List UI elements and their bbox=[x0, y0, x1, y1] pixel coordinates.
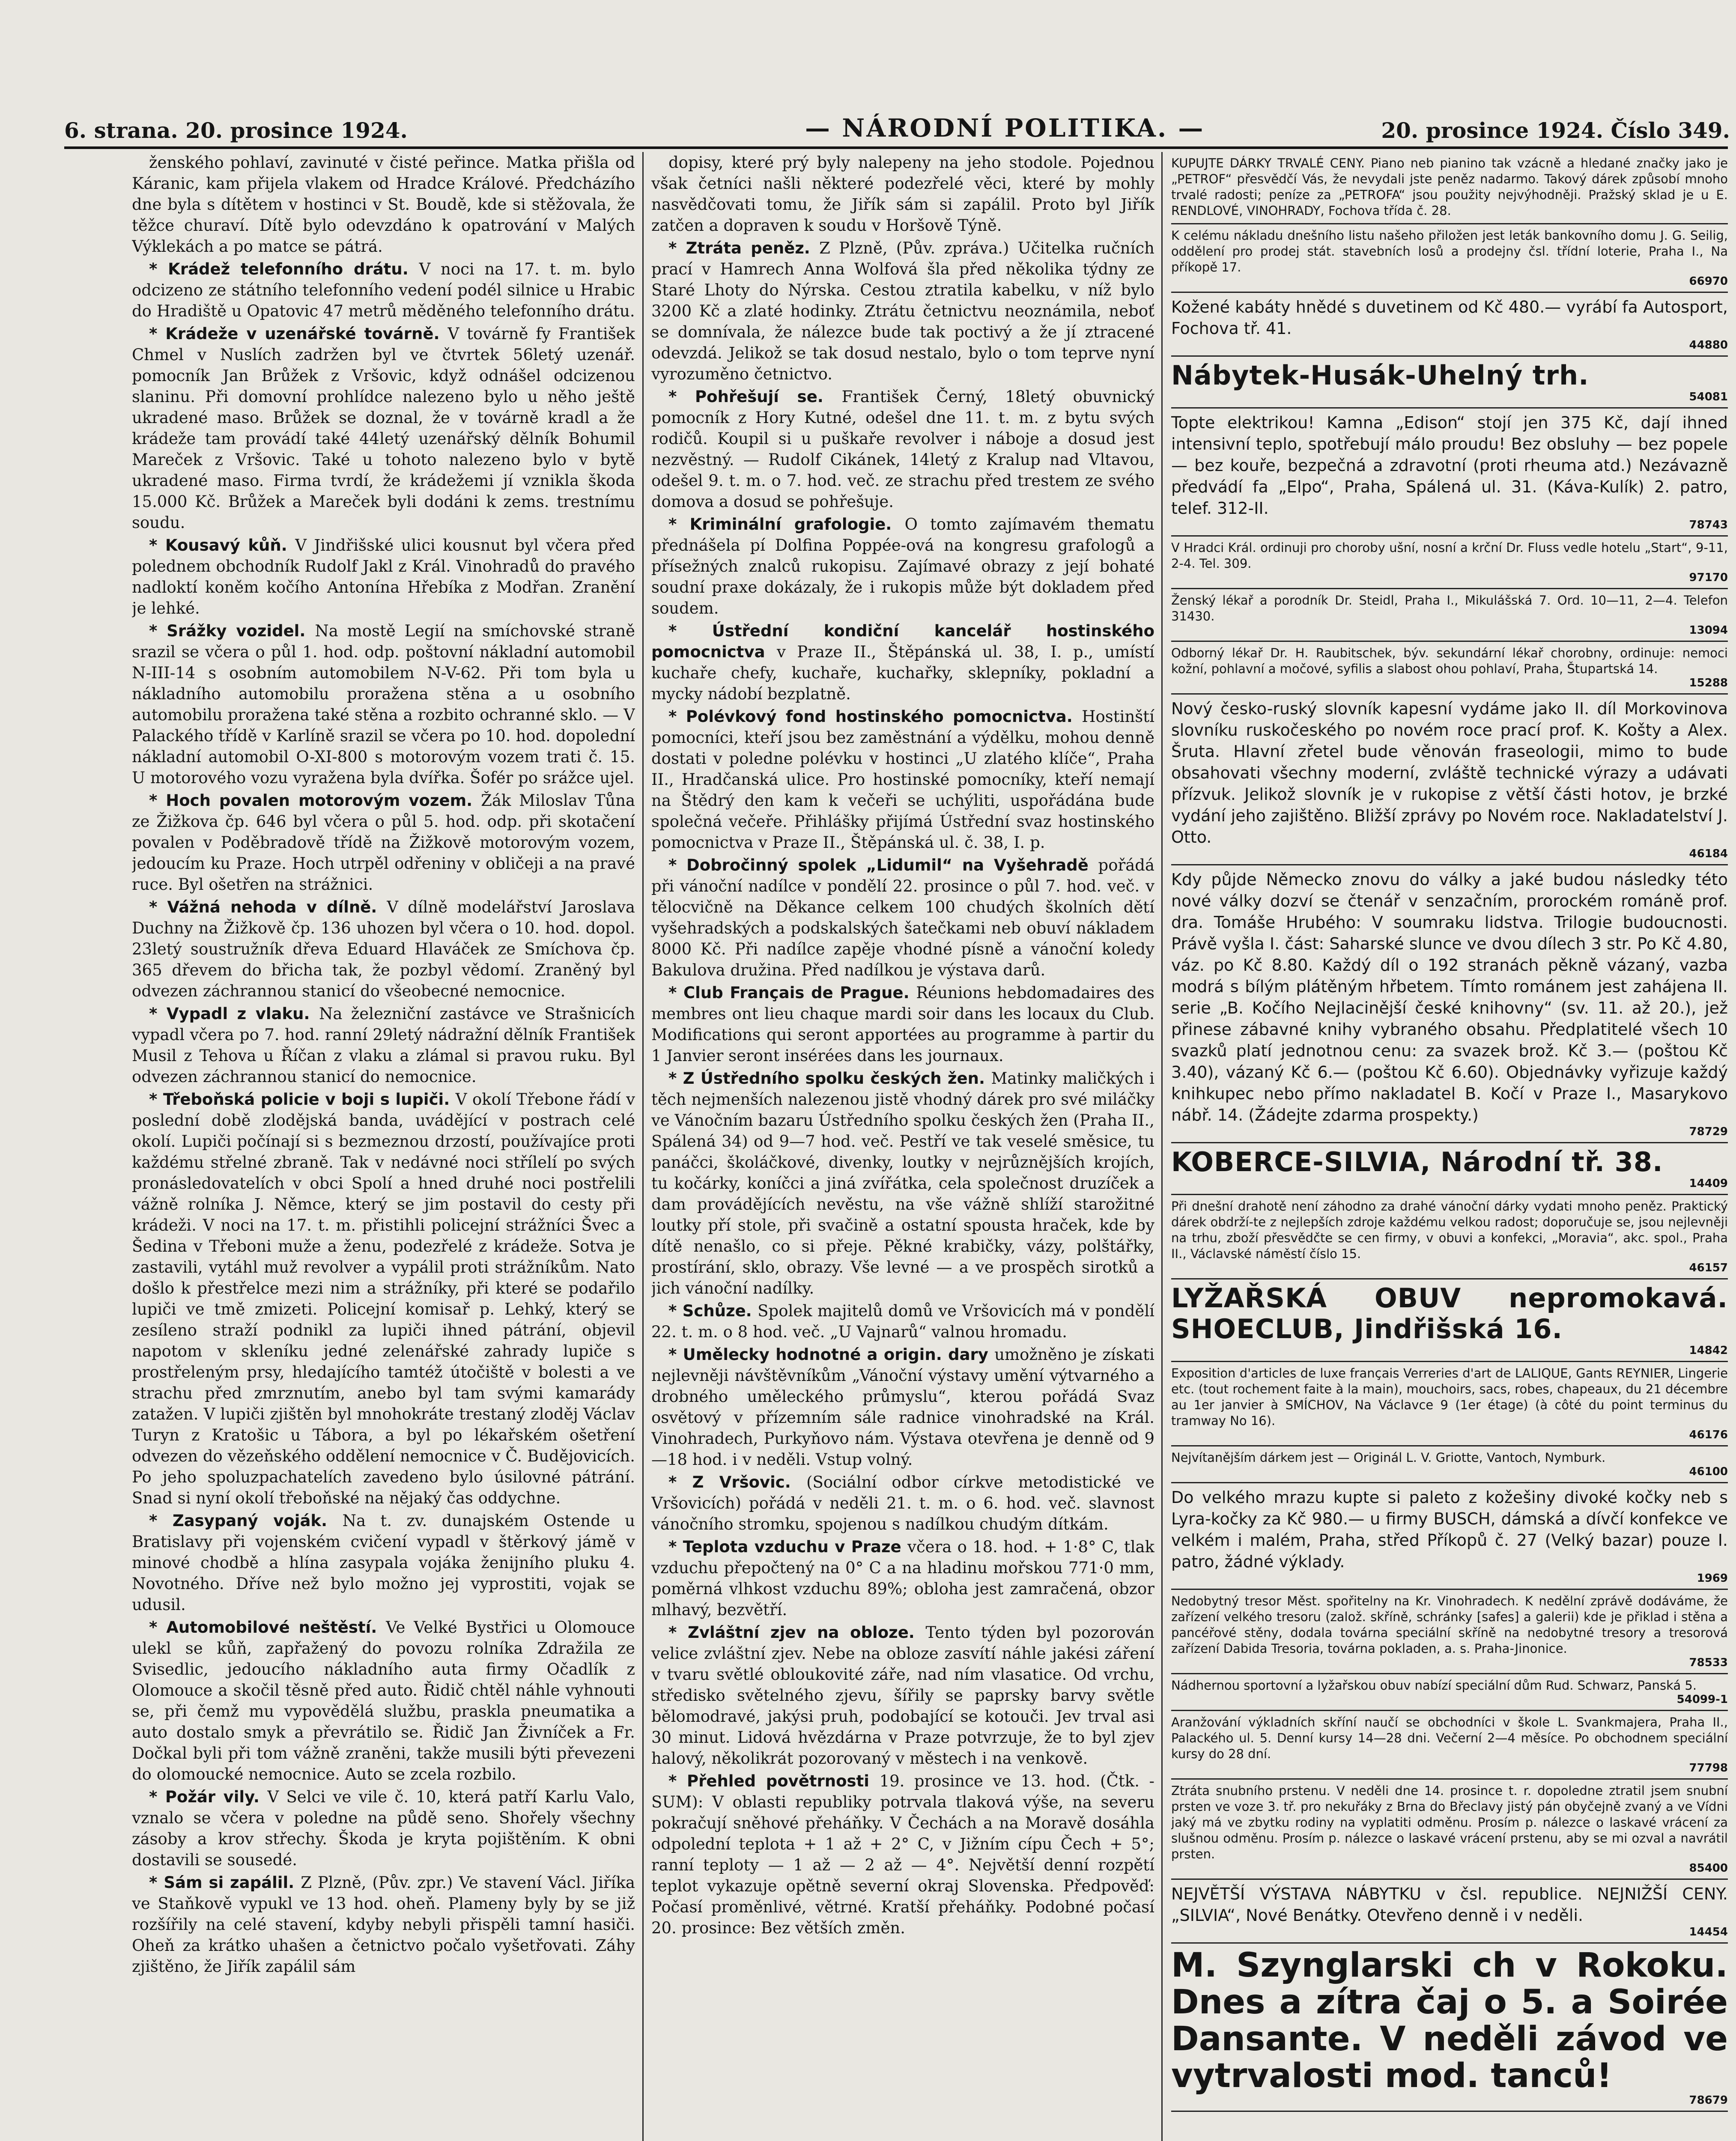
article-body: Z Plzně, (Pův. zpr.) Ve stavení Václ. Jiříka ve Staňkově vypukl ve 13 hod. oheň. Plameny byly by se již rozšířily na celé stavení, kdyby nebyli přispěli tamní hasiči. Oheň za krátko uhašen a četnictvo počalo vyšetřovati. Záhy zjištěno, že Jiřík zapálil sám bbox=[132, 1873, 635, 1976]
article-headline: * Zvláštní zjev na obloze. bbox=[668, 1623, 926, 1642]
ad-text: Nový česko-ruský slovník kapesní vydáme jako II. díl Morkovinova slovníku ruskočeského po novém roce prací prof. K. Košty a Alex. Šruta. Hlavní zřetel bude věnován fraseologii, mimo to bude obsahovati všechny moderní, zvláště technické výrazy a udávati přízvuk. Jelikož slovník je v rukopise z větší části hotov, je brzké vydání jeho zajištěno. Bližší zprávy po Novém roce. Nakladatelství J. Otto. bbox=[1171, 699, 1728, 847]
classified-ad bbox=[1171, 1143, 1728, 1195]
article-headline: * Polévkový fond hostinského pomocnictva. bbox=[668, 707, 1082, 726]
article-body: Na mostě Legií na smíchovské straně srazil se včera o půl 1. hod. odp. poštovní nákladní automobil N-III-14 s osobním automobilem N-V-62. Při tom byla u nákladního automobilu proražena stěna a u osobního automobilu proražena také stěna a rozbito ochranné sklo. — V Palackého třídě v Karlíně srazil se včera po 10. hod. dopolední nákladní automobil O-XI-800 s motorovým vozem trati č. 15. U motorového vozu vyražena byla dvířka. Šofér po srážce ujel. bbox=[132, 622, 635, 787]
article-body: Žák Miloslav Tůna ze Žižkova čp. 646 byl včera o půl 5. hod. odp. při skotačení povalen v Poděbradově třídě na Žižkově motorovým vozem, jedoucím ku Praze. Hoch utrpěl odřeniny v obličeji a na pravé ruce. Byl ošetřen na strážnici. bbox=[132, 791, 635, 894]
article-headline: * Vážná nehoda v dílně. bbox=[149, 898, 387, 916]
article-headline: * Vypadl z vlaku. bbox=[149, 1005, 319, 1023]
classified-ad bbox=[1171, 293, 1728, 357]
classified-ad bbox=[1171, 1711, 1728, 1780]
ad-text: NEJVĚTŠÍ VÝSTAVA NÁBYTKU v čsl. republice. NEJNIŽŠÍ CENY. „SILVIA“, Nové Benátky. Otevřeno denně i v neděli. bbox=[1171, 1885, 1728, 1925]
news-article bbox=[132, 259, 635, 322]
article-body: umožněno je získati nejlevněji návštěvníkům „Vánoční výstavy umění výtvarného a drobného uměleckého průmyslu“, kterou pořádá Svaz osvětový v přízemním sále radnice vinohradské na Král. Vinohradech, Purkyňovo nám. Výstava otevřena je denně od 9—18 hod. i v neděli. Vstup volný. bbox=[651, 1345, 1154, 1469]
article-headline: * Hoch povalen motorovým vozem. bbox=[149, 791, 481, 810]
ad-code: 54081 bbox=[1689, 391, 1728, 403]
article-body: pořádá při vánoční nadílce v pondělí 22. prosince o půl 7. hod. več. v tělocvičně na Děkance celkem 100 chudých školních dětí vyšehradských a podskalských šatečkami neb obuví nákladem 8000 Kč. Při nadílce zapěje vhodné písně a vánoční koledy Bakulova družina. Před nadílkou je výstava darů. bbox=[651, 856, 1154, 979]
ad-text: Do velkého mrazu kupte si paleto z kožešiny divoké kočky neb s Lyra-kočky za Kč 980.— u firmy BUSCH, dámská a dívčí konfekce ve velkém i malém, Praha, střed Příkopů č. 27 (Velký bazar) pouze I. patro, žádné výklady. bbox=[1171, 1488, 1728, 1571]
ad-code: 46184 bbox=[1689, 847, 1728, 860]
article-body: František Černý, 18letý obuvnický pomocník z Hory Kutné, odešel dne 11. t. m. z bytu svých rodičů. Koupil si u puškaře revolver i náboje a dosud jest nezvěstný. — Rudolf Cikánek, 14letý z Kralup nad Vltavou, odešel 9. t. m. o 7. hod. več. ze strachu před trestem ze svého domova a dosud se pohřešuje. bbox=[651, 388, 1154, 511]
article-headline: * Sám si zapálil. bbox=[149, 1873, 301, 1892]
article-body: v Praze II., Štěpánská ul. 38, I. p., umístí kuchaře chefy, kuchaře, kuchařky, sklepníky, pokladní a mycky nádobí bezplatně. bbox=[651, 643, 1154, 703]
article-headline: * Kriminální grafologie. bbox=[668, 515, 905, 534]
ad-text: Exposition d'articles de luxe français Verreries d'art de LALIQUE, Gants REYNIER, Lingerie etc. (tout rochement faite à la main), mouchoirs, sacs, robes, chapeaux, du 21 décembre au 1er janvier à SMÍCHOV, Na Václavce 9 (1er étage) (à côté du point terminus du tramway No 16). bbox=[1171, 1366, 1728, 1428]
ad-code: 66970 bbox=[1689, 275, 1728, 288]
ad-text: Nádhernou sportovní a lyžařskou obuv nabízí speciální dům Rud. Schwarz, Panská 5. bbox=[1171, 1678, 1697, 1693]
article-body: V noci na 17. t. m. bylo odcizeno ze státního telefonního vedení podél silnice u Hrabic do Hradiště u Opatovic 47 metrů měděného telefonního drátu. bbox=[132, 260, 635, 320]
article-headline: * Z Vršovic. bbox=[668, 1473, 807, 1491]
news-article bbox=[132, 1786, 635, 1870]
ad-code: 54099-1 bbox=[1676, 1693, 1728, 1706]
ad-text: Odborný lékař Dr. H. Raubitschek, býv. sekundární lékař chorobny, ordinuje: nemoci kožní, pohlavní a močové, syfilis a slabost ohou pohlaví, Praha, Štupartská 14. bbox=[1171, 646, 1728, 676]
article-headline: * Z Ústředního spolku českých žen. bbox=[668, 1069, 991, 1088]
ad-code: 97170 bbox=[1689, 571, 1728, 584]
ad-code: 1969 bbox=[1697, 1572, 1728, 1585]
news-article bbox=[132, 1003, 635, 1087]
article-body: Spolek majitelů domů ve Vršovicích má v pondělí 22. t. m. o 8 hod. več. „U Vajnarů“ valnou hromadu. bbox=[651, 1302, 1154, 1341]
news-article bbox=[651, 1622, 1154, 1769]
classified-ad bbox=[1171, 1362, 1728, 1446]
classified-ad bbox=[1171, 1279, 1728, 1362]
news-article bbox=[651, 1344, 1154, 1470]
ad-text: Nedobytný tresor Měst. spořitelny na Kr. Vinohradech. K nedělní zprávě dodáváme, že zařízení velkého tresoru (založ. skříně, schránky [safes] a galerii) kde je přiklad i stěna a pancéřové stěny, dodala továrna speciální skříně na nedobytné tresory a tresorová zařízení Dabida Tresoria, továrna pokladen, a. s. Praha-Jinonice. bbox=[1171, 1594, 1728, 1656]
classified-ad bbox=[1171, 865, 1728, 1143]
article-headline: * Krádeže v uzenářské továrně. bbox=[149, 325, 448, 343]
article-body: (Sociální odbor církve metodistické ve Vršovicích) pořádá v neděli 21. t. m. o 6. hod. več. slavnost vánočního stromku, spojenou s nadílkou chudým dítkám. bbox=[651, 1473, 1154, 1533]
classified-ad bbox=[1171, 589, 1728, 642]
ad-text: LYŽAŘSKÁ OBUV nepromokavá. SHOECLUB, Jindřišská 16. bbox=[1171, 1282, 1728, 1345]
classified-ad bbox=[1171, 1590, 1728, 1674]
newspaper-title: — NÁRODNÍ POLITIKA. — bbox=[805, 113, 1205, 143]
ad-code: 78679 bbox=[1689, 2094, 1728, 2107]
article-headline: * Ztráta peněz. bbox=[668, 239, 820, 257]
classified-ad bbox=[1171, 642, 1728, 695]
classified-ad bbox=[1171, 1944, 1728, 2112]
news-article bbox=[651, 152, 1154, 236]
classified-ad bbox=[1171, 152, 1728, 224]
news-article bbox=[132, 1617, 635, 1785]
classified-ad bbox=[1171, 357, 1728, 409]
article-body: dopisy, které prý byly nalepeny na jeho stodole. Pojednou však četníci našli některé podezřelé věci, které by mohly nasvědčovati tomu, že Jiřík sám si zapálil. Proto byl Jiřík zatčen a dopraven k soudu v Horšově Týně. bbox=[651, 153, 1154, 235]
classified-ad bbox=[1171, 409, 1728, 537]
article-headline: * Teplota vzduchu v Praze bbox=[668, 1538, 908, 1556]
ad-text: KOBERCE-SILVIA, Národní tř. 38. bbox=[1171, 1146, 1663, 1178]
news-article bbox=[132, 620, 635, 788]
news-article bbox=[651, 982, 1154, 1066]
article-headline: * Kousavý kůň. bbox=[149, 536, 295, 555]
ad-code: 13094 bbox=[1689, 624, 1728, 637]
article-body: Na železniční zastávce ve Strašnicích vypadl včera po 7. hod. ranní 29letý nádražní dělník František Musil z Tehova u Říčan z vlaku a zlámal si pravou ruku. Byl odvezen záchrannou stanicí do nemocnice. bbox=[132, 1005, 635, 1086]
news-article bbox=[651, 386, 1154, 512]
news-article bbox=[651, 855, 1154, 981]
ad-code: 44880 bbox=[1689, 339, 1728, 352]
article-headline: * Třeboňská policie v boji s lupiči. bbox=[149, 1090, 456, 1109]
news-article bbox=[651, 1300, 1154, 1342]
article-headline: * Schůze. bbox=[668, 1302, 758, 1320]
classified-ad bbox=[1171, 1195, 1728, 1279]
news-article bbox=[651, 620, 1154, 704]
news-article bbox=[132, 323, 635, 533]
article-headline: * Club Français de Prague. bbox=[668, 984, 916, 1002]
article-body: Na t. zv. dunajském Ostende u Bratislavy při vojenském cvičení vypadl v štěrkový jámě v minové chodbě a hlína zasypala vojáka ženijního pluku 4. Novotného. Dříve než bylo možno jej vyprostiti, vojak se udusil. bbox=[132, 1512, 635, 1614]
article-headline: * Zasypaný voják. bbox=[149, 1512, 343, 1530]
article-headline: * Dobročinný spolek „Lidumil“ na Vyšehradě bbox=[668, 856, 1098, 874]
ad-text: Ztráta snubního prstenu. V neděli dne 14. prosince t. r. dopoledne ztratil jsem snubní prsten ve voze 3. tř. pro nekuřáky z Brna do Břeclavy jistý pán obyčejně zvaný a ve Vídni jaký má ve zbytku rodiny na vyplatiti odměnu. Prosím p. nálezce o laskavé vrácení za slušnou odměnu. Prosím p. nálezce o laskavé vrácení prstenu, aby se mi ozval a navrátil prsten. bbox=[1171, 1783, 1728, 1861]
ad-text: Kožené kabáty hnědé s duvetinem od Kč 480.— vyrábí fa Autosport, Fochova tř. 41. bbox=[1171, 298, 1728, 338]
news-article bbox=[651, 514, 1154, 619]
classified-ad bbox=[1171, 537, 1728, 589]
article-body: 19. prosince ve 13. hod. (Čtk. - SUM): V oblasti republiky potrvala tlaková výše, na severu pokračují sněhové přeháňky. V Čechách a na Moravě dosáhla odpolední teplota + 1 až + 2° C, v Jižním cípu Čech + 5°; ranní teploty — 1 až — 2 až — 4°. Největší denní rozpětí teplot vykazuje opětně severní okraj Slovenska. Předpověď: Počasí proměnlivé, větrné. Kratší přeháňky. Podobné počasí 20. prosince: Bez větších změn. bbox=[651, 1772, 1154, 1937]
ad-code: 14409 bbox=[1689, 1177, 1728, 1190]
classified-ad bbox=[1171, 1674, 1728, 1711]
article-headline: * Krádež telefonního drátu. bbox=[149, 260, 419, 278]
news-article bbox=[132, 1510, 635, 1615]
classified-ad bbox=[1171, 695, 1728, 865]
ad-code: 46157 bbox=[1689, 1261, 1728, 1274]
classified-ad bbox=[1171, 1483, 1728, 1590]
article-headline: * Přehled povětrnosti bbox=[668, 1772, 880, 1790]
classified-ad bbox=[1171, 1780, 1728, 1880]
article-body: V dílně modelářství Jaroslava Duchny na Žižkově čp. 136 uhozen byl včera o 10. hod. dopol. 23letý soustružník dřeva Eduard Hlaváček ze Smíchova čp. 365 dřevem do břicha tak, že pozbyl vědomí. Zraněný byl odvezen záchrannou stanicí do všeobecné nemocnice. bbox=[132, 898, 635, 1000]
ad-text: Nejvítanějším dárkem jest — Originál L. V. Griotte, Vantoch, Nymburk. bbox=[1171, 1450, 1606, 1465]
news-article bbox=[651, 1068, 1154, 1299]
article-body: Tento týden byl pozorován velice zvláštní zjev. Nebe na obloze zasvítí náhle jakési záření v tvaru světlé obloukovité záře, nad ním vlasatice. Od vrchu, středisko světelného zjevu, šířily se paprsky barvy světle bělomodravé, jakýsi pruh, podobající se kotouči. Jev trval asi 30 minut. Lidová hvězdárna v Praze potvrzuje, že to byl zjev halový, několikrát pozorovaný v městech i na venkově. bbox=[651, 1623, 1154, 1768]
classified-ad bbox=[1171, 1446, 1728, 1483]
article-body: V okolí Třebone řádí v poslední době zlodějská banda, uvádějící v postrach celé okolí. Lupiči počínají si s bezmeznou drzostí, používajíce proti každému střelné zbraně. Tak v nedávné noci střílelí po svých pronásledovatelích v obci Spolí a hned druhé noci postřelili vážně rolníka J. Němce, který se jim postavil do cesty při krádeži. V noci na 17. t. m. přistihli policejní strážníci Švec a Šedina v Třeboni muže a ženu, podezřelé z krádeže. Sotva je zastavili, vytáhl muž revolver a vypálil proti strážníkům. Nato došlo k přestřelce mezi nim a strážníky, při které se podařilo lupiči ve tmě zmizeti. Policejní komisař p. Lehký, který se zesíleno straží podnikl za lupiči ihned pátrání, objevil napotom v skleníku jedné zelenářské zahrady lupiče s prostřeleným prsy, hledajícího tamtéž útočiště v bolesti a ve strachu před zmrznutím, anebo byl tam svými kamarády zatažen. V lupiči zjištěn byl mnohokráte trestaný zloděj Václav Turyn z Kratošic u Tábora, a byl po lékařském ošetření odvezen do vězeňského oddělení nemocnice v Č. Budějovicích. Po jeho spoluzpachatelích zavedeno bylo úsilovné pátrání. Snad si nyní okolí třeboňské na nějaký čas oddychne. bbox=[132, 1090, 635, 1507]
ad-code: 77798 bbox=[1689, 1762, 1728, 1774]
article-body: V Jindřišské ulici kousnut byl včera před polednem obchodník Rudolf Jakl z Král. Vinohradů do pravého nadloktí koněm kočího Antonína Hřebíka z Modřan. Zranění je lehké. bbox=[132, 536, 635, 617]
article-headline: * Umělecky hodnotné a origin. dary bbox=[668, 1345, 995, 1364]
page-number-date: 6. strana. 20. prosince 1924. bbox=[64, 118, 408, 143]
news-column-1 bbox=[132, 152, 635, 2141]
news-article bbox=[132, 535, 635, 619]
article-body: V továrně fy František Chmel v Nuslích zadržen byl ve čtvrtek 56letý uzenář. pomocník Jan Brůžek z Vršovic, když odnášel odcizenou slaninu. Při domovní prohlídce nalezeno bylo u něho ještě ukradené maso. Brůžek se doznal, že v továrně kradl a že krádeže tam provádí také 44letý uzenářský dělník Bohumil Mareček z Vršovic. Také u tohoto nalezeno bylo v bytě ukradené maso. Firma tvrdí, že krádežemi jí vznikla škoda 15.000 Kč. Brůžek a Mareček byli dodáni k zems. trestnímu soudu. bbox=[132, 325, 635, 532]
header-rule bbox=[64, 146, 1728, 149]
ads-column bbox=[1171, 152, 1728, 2141]
article-body: včera o 18. hod. + 1·8° C, tlak vzduchu přepočtený na 0° C a na hladinu mořskou 771·0 mm, poměrná vlhkost vzduchu 89%; obloha jest zamračená, obzor mlhavý, bezvětří. bbox=[651, 1538, 1154, 1619]
ad-text: M. Szynglarski ch v Rokoku. Dnes a zítra čaj o 5. a Soirée Dansante. V neděli závod ve vytrvalosti mod. tanců! bbox=[1171, 1946, 1728, 2095]
ad-code: 14454 bbox=[1689, 1926, 1728, 1938]
news-article bbox=[132, 152, 635, 257]
ad-text: V Hradci Král. ordinuji pro choroby ušní, nosní a krční Dr. Fluss vedle hotelu „Start“, 9-11, 2-4. Tel. 309. bbox=[1171, 540, 1728, 571]
news-article bbox=[651, 1536, 1154, 1620]
article-body: Hostinští pomocníci, kteří jsou bez zaměstnání a výdělku, mohou denně dostati v poledne polévku v hostinci „U zlatého klíče“, Praha II., Hradčanská ulice. Pro hostinské pomocníky, kteří nemají na Štědrý den kam k večeři se uchýliti, uspořádána bude společná večeře. Přihlášky přijímá Ústřední svaz hostinského pomocnictva v Praze II., Štěpánská ul. č. 38, I. p. bbox=[651, 707, 1154, 852]
article-body: Réunions hebdomadaires des membres ont lieu chaque mardi soir dans les locaux du Club. Modifications qui seront apportées au programme à partir du 1 Janvier seront insérées dans les journaux. bbox=[651, 984, 1154, 1065]
ad-text: Kdy půjde Německo znovu do války a jaké budou následky této nové války dozví se čtenář v senzačním, prorockém románě prof. dra. Tomáše Hrubého: V soumraku lidstva. Trilogie budoucnosti. Právě vyšla I. část: Saharské slunce ve dvou dílech 3 str. Po Kč 4.80, váz. po Kč 8.80. Každý díl o 192 stranách pěkně vázaný, vazba modrá s bílým plátěným hřbetem. Tímto románem jest zahájena II. serie „B. Kočího Nejlacinější české knihovny“ (sv. 11. až 20.), jež přinese zábavné knihy vybraného obsahu. Předplatitelé všech 10 svazků platí jednotnou cenu: za svazek brož. Kč 3.— (poštou Kč 3.40), vázaný Kč 6.— (poštou Kč 6.60). Objednávky vyřizuje každý knihkupec nebo přímo nakladatel B. Kočí v Praze I., Masarykovo nábř. 14. (Žádejte zdarma prospekty.) bbox=[1171, 870, 1728, 1124]
article-body: Z Plzně, (Pův. zpráva.) Učitelka ručních prací v Hamrech Anna Wolfová šla před několika týdny ze Staré Lhoty do Nýrska. Cestou ztratila kabelku, v níž bylo 3200 Kč a zlaté hodinky. Ztrátu četnictvu neoznámila, neboť se domnívala, že nálezce bude tak poctivý a že jí ztracené odevzdá. Jelikož se tak dosud nestalo, bylo o tom teprve nyní vyrozuměno četnictvo. bbox=[651, 239, 1154, 383]
ad-text: Topte elektrikou! Kamna „Edison“ stojí jen 375 Kč, dají ihned intensivní teplo, spotřebují málo proudu! Bez obsluhy — bez popele — bez kouře, bezpečná a zdravotní (proti rheuma atd.) Nezávazně předvádí fa „Elpo“, Praha, Spálená ul. 31. (Káva-Kulík) 2. patro, telef. 312-II. bbox=[1171, 413, 1728, 518]
news-article bbox=[651, 1771, 1154, 1938]
ad-code: 78729 bbox=[1689, 1125, 1728, 1138]
news-article bbox=[132, 1872, 635, 1977]
page-header bbox=[64, 113, 1734, 148]
ad-code: 85400 bbox=[1689, 1862, 1728, 1875]
news-column-2 bbox=[651, 152, 1154, 2141]
ad-text: Ženský lékař a porodník Dr. Steidl, Praha I., Mikulášská 7. Ord. 10—11, 2—4. Telefon 31430. bbox=[1171, 593, 1728, 623]
ad-text: Při dnešní drahotě není záhodno za drahé vánoční dárky vydati mnoho peněz. Praktický dárek obdrží-te z nejlepších zdroje každému velkou radost; doporučuje se, jsou nejlevněji na trhu, zboží přesvědčte se cen firmy, v obuvi a konfekci, „Moravia“, akc. spol., Praha II., Václavské náměstí číslo 15. bbox=[1171, 1199, 1728, 1261]
article-body: O tomto zajímavém thematu přednášela pí Dolfina Poppée-ová na kongresu grafologů a přísežných znalců rukopisu. Zajímavé obrazy z její bohaté soudní praxe dokázaly, že i rukopis může být dokladem před soudem. bbox=[651, 515, 1154, 617]
column-divider bbox=[642, 152, 644, 2141]
article-body: ženského pohlaví, zavinuté v čisté peřince. Matka přišla od Káranic, kam přijela vlakem od Hradce Králové. Předcházího dne byla s dítětem v hostinci v St. Boudě, kde si stěžovala, že těžce churaví. Dítě bylo odevzdáno k opatrování v Malých Výklekách a po matce se pátrá. bbox=[132, 153, 635, 256]
news-article bbox=[132, 790, 635, 895]
article-headline: * Automobilové neštěstí. bbox=[149, 1618, 386, 1637]
article-headline: * Pohřešují se. bbox=[668, 388, 842, 406]
ad-text: Nábytek-Husák-Uhelný trh. bbox=[1171, 360, 1589, 391]
article-body: V Selci ve vile č. 10, která patří Karlu Valo, vznalo se včera v poledne na půdě seno. Shořely všechny zásoby a krov střechy. Škoda je kryta pojištěním. K obni dostavili se sousedé. bbox=[132, 1788, 635, 1869]
news-article bbox=[651, 238, 1154, 385]
article-body: Ve Velké Bystřici u Olomouce ulekl se kůň, zapřažený do povozu rolníka Zdražila ze Svisedlic, jedoucího nákladního auta firmy Očadlík z Olomouce a skočil těsně před auto. Řidič chtěl náhle vyhnouti se, při čemž mu vypovědělá službu, praskla pneumatika a auto dostalo smyk a převrátilo se. Řidič Jan Živníček a Fr. Dočkal byli při tom vážně zraněni, takže musili býti převezeni do olomoucké nemocnice. Auto se zcela rozbilo. bbox=[132, 1618, 635, 1783]
news-article bbox=[132, 1089, 635, 1509]
ad-code: 46176 bbox=[1689, 1428, 1728, 1441]
article-headline: * Ústřední kondiční kancelář hostinského pomocnictva bbox=[651, 622, 1154, 661]
article-headline: * Srážky vozidel. bbox=[149, 622, 315, 640]
ad-code: 78743 bbox=[1689, 519, 1728, 531]
news-article bbox=[651, 1472, 1154, 1535]
issue-number: 20. prosince 1924. Číslo 349. bbox=[1381, 118, 1730, 143]
ad-text: K celému nákladu dnešního listu našeho přiložen jest leták bankovního domu J. G. Seilig, oddělení pro prodej stát. stavebních losů a prodejny čsl. třídní loterie, Praha I., Na příkopě 17. bbox=[1171, 228, 1728, 274]
news-article bbox=[651, 706, 1154, 853]
ad-code: 14842 bbox=[1689, 1344, 1728, 1357]
ad-text: Aranžování výkladních skříní naučí se obchodníci v škole L. Svankmajera, Praha II., Palackého ul. 5. Denní kursy 14—28 dni. Večerní 2—4 měsíce. Po obchodnem speciální kursy do 28 dní. bbox=[1171, 1715, 1728, 1761]
article-headline: * Požár vily. bbox=[149, 1788, 268, 1806]
ad-text: KUPUJTE DÁRKY TRVALÉ CENY. Piano neb pianino tak vzácně a hledané značky jako je „PETROF“ přesvědčí Vás, že nevydali jste peněz nadarmo. Takový dárek způsobí mnoho trvalé radosti; peníze za „PETROFA“ jsou použity nejvýhodněji. Pražský sklad je u E. RENDLOVÉ, VINOHRADY, Fochova třída č. 28. bbox=[1171, 156, 1728, 218]
article-body: Matinky maličkých i těch nejmenších nalezenou jistě vhodný dárek pro své miláčky ve Vánočním bazaru Ústředního spolku českých žen (Praha II., Spálená 34) od 9—7 hod. več. Pestří ve tak veselé směsice, tu panáčci, školáčkové, divenky, loutky v nejrůznějších krojích, tu kočárky, koníčci a jiná zvířátka, cela společnost druzíček a dam provádějících nevěstu, na vše vážně shlíží starožitné loutky pří stole, při svačině a ostatní spousta hraček, kde by dítě nenašlo, co si přeje. Pěkné krabičky, vázy, polštářky, prostírání, sklo, obrazy. Vše levné — a ve prospěch sirotků a jich vánoční nadílky. bbox=[651, 1069, 1154, 1297]
column-divider bbox=[1161, 152, 1163, 2141]
ad-code: 78533 bbox=[1689, 1656, 1728, 1669]
classified-ad bbox=[1171, 224, 1728, 293]
ad-code: 15288 bbox=[1689, 677, 1728, 689]
news-article bbox=[132, 897, 635, 1002]
ad-code: 46100 bbox=[1689, 1465, 1728, 1478]
classified-ad bbox=[1171, 1880, 1728, 1944]
